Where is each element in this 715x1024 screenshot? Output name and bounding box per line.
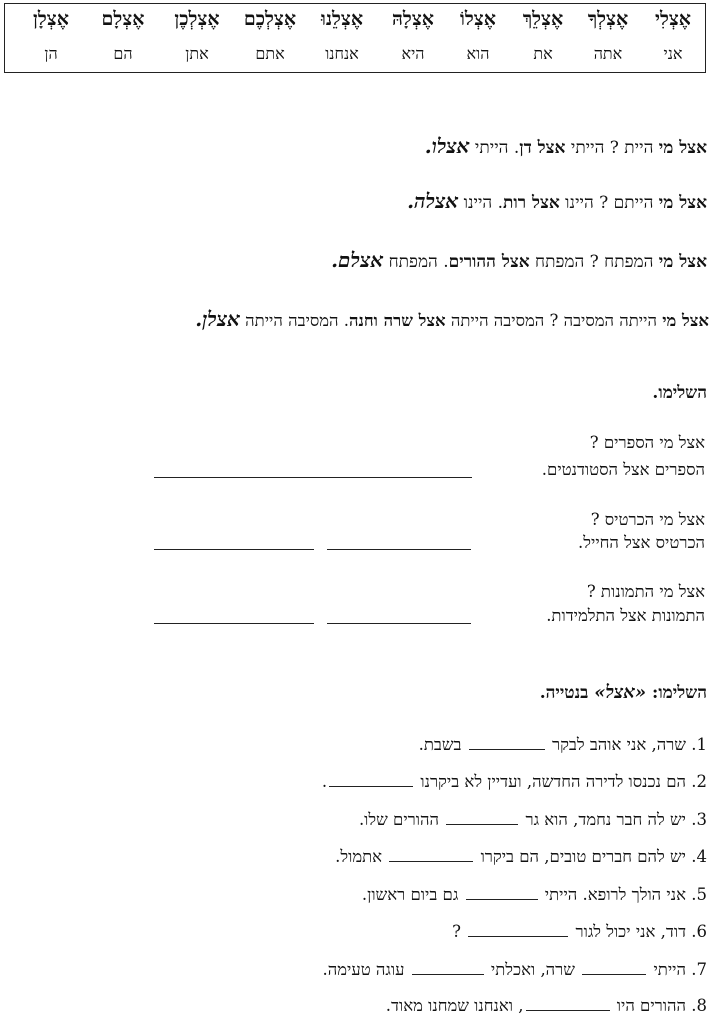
pronoun-label: הוא xyxy=(466,44,490,63)
example-line xyxy=(331,248,707,273)
exercise-sentence xyxy=(419,735,707,755)
answer-text: הכרטיס אצל החייל. xyxy=(578,533,705,552)
sentence-part: גם ביום ראשון. xyxy=(361,885,464,904)
answer-blank[interactable] xyxy=(154,477,472,478)
sentence-number: 4. xyxy=(691,847,707,866)
example-text: . המסיבה הייתה xyxy=(239,311,350,330)
pronoun-label: היא xyxy=(401,44,425,63)
example-text: היית ? הייתי xyxy=(565,138,659,158)
handwritten-form: אצלם. xyxy=(331,248,384,272)
sentence-part: ? xyxy=(452,922,467,941)
handwritten-form: אצלה. xyxy=(407,189,459,213)
sentence-number: 8. xyxy=(691,996,707,1015)
section-heading: השלימו. xyxy=(652,383,707,403)
declension-form: אֶצְלָם xyxy=(101,8,145,30)
handwritten-form: אצלו. xyxy=(424,134,470,158)
fill-blank[interactable] xyxy=(468,922,568,937)
fill-blank[interactable] xyxy=(446,810,518,825)
sentence-part: אני הולך לרופא. הייתי xyxy=(539,885,686,904)
example-text: . היינו xyxy=(458,193,504,213)
example-bold: אצל ההורים xyxy=(448,252,530,272)
handwritten-form: אצלן. xyxy=(195,307,240,331)
example-text: המפתח ? המפתח xyxy=(529,252,659,272)
declension-form: אֶצְלְכֶן xyxy=(174,8,220,30)
declension-form: אֶצְלוֹ xyxy=(460,8,496,30)
declension-form: אֶצְלֵנוּ xyxy=(320,8,364,30)
example-bold: אצל רות xyxy=(503,193,560,213)
declension-form: אֶצְלָן xyxy=(33,8,69,30)
exercise-sentence xyxy=(335,847,707,867)
fill-blank[interactable] xyxy=(466,885,538,900)
fill-blank[interactable] xyxy=(582,960,646,975)
sentence-part: דוד, אני יכול לגור xyxy=(570,922,686,941)
example-bold: אצל שרה וחנה xyxy=(349,311,446,330)
fill-blank[interactable] xyxy=(389,847,473,862)
sentence-part: ההורים היו xyxy=(611,996,686,1015)
pronoun-label: אתם xyxy=(255,44,285,63)
sentence-number: 6. xyxy=(691,922,707,941)
heading-suffix: בנטייה. xyxy=(539,683,595,703)
fill-blank[interactable] xyxy=(469,735,545,750)
exercise-sentence xyxy=(322,772,707,792)
answer-blank[interactable] xyxy=(154,549,314,550)
answer-text: התמונות אצל התלמידות. xyxy=(546,606,705,625)
example-prefix: אצל מי xyxy=(658,252,707,272)
sentence-part: שרה, ואכלתי xyxy=(485,960,581,979)
conjugation-table xyxy=(4,3,706,73)
exercise-sentence xyxy=(359,810,707,830)
pronoun-label: אני xyxy=(663,44,683,63)
example-bold: אצל דן xyxy=(519,138,566,158)
sentence-part: בשבת. xyxy=(418,735,467,754)
example-prefix: אצל מי xyxy=(658,138,707,158)
fill-blank[interactable] xyxy=(412,960,484,975)
exercise-sentence xyxy=(362,885,707,905)
example-line xyxy=(195,307,709,332)
example-line xyxy=(407,189,707,214)
example-text: . הייתי xyxy=(469,138,520,158)
sentence-part: הייתי xyxy=(648,960,686,979)
sentence-part: שרה, אני אוהב לבקר xyxy=(546,735,686,754)
sentence-number: 2. xyxy=(691,772,707,791)
sentence-part: יש לה חבר נחמד, הוא גר xyxy=(520,810,686,829)
heading-word: «אצל» xyxy=(594,682,647,703)
fill-blank[interactable] xyxy=(329,772,413,787)
declension-form: אֶצְלֵךְ xyxy=(522,8,564,30)
sentence-part: . xyxy=(321,772,328,791)
pronoun-label: הן xyxy=(44,44,58,63)
example-text: הייתה המסיבה ? המסיבה הייתה xyxy=(445,311,663,330)
sentence-number: 3. xyxy=(691,810,707,829)
exercise-sentence xyxy=(323,960,707,980)
fill-blank[interactable] xyxy=(526,996,610,1011)
sentence-part: עוגה טעימה. xyxy=(322,960,410,979)
heading-prefix: השלימו: xyxy=(646,683,707,703)
exercise-sentence xyxy=(452,922,707,942)
exercise-sentence xyxy=(386,996,707,1016)
sentence-number: 7. xyxy=(691,960,707,979)
question-text: אצל מי התמונות ? xyxy=(586,582,705,601)
question-text: אצל מי הכרטיס ? xyxy=(590,510,705,529)
example-line xyxy=(425,134,707,159)
pronoun-label: הם xyxy=(113,44,133,63)
example-text: . המפתח xyxy=(383,252,449,272)
declension-form: אֶצְלָהּ xyxy=(392,8,434,30)
pronoun-label: אתן xyxy=(185,44,209,63)
declension-form: אֶצְלְךָ xyxy=(587,8,629,30)
question-text: אצל מי הספרים ? xyxy=(589,433,705,452)
pronoun-label: אתה xyxy=(593,44,623,63)
pronoun-label: אנחנו xyxy=(325,44,359,63)
sentence-number: 5. xyxy=(691,885,707,904)
declension-form: אֶצְלִי xyxy=(654,8,692,30)
example-prefix: אצל מי xyxy=(662,311,709,330)
example-prefix: אצל מי xyxy=(658,193,707,213)
sentence-number: 1. xyxy=(691,735,707,754)
sentence-part: הם נכנסו לדירה החדשה, ועדיין לא ביקרנו xyxy=(415,772,686,791)
pronoun-label: את xyxy=(533,44,553,63)
answer-blank[interactable] xyxy=(154,623,314,624)
declension-form: אֶצְלְכֶם xyxy=(243,8,297,30)
answer-blank[interactable] xyxy=(327,623,471,624)
sentence-part: ההורים שלו. xyxy=(358,810,445,829)
section-heading xyxy=(540,682,707,703)
sentence-part: , ואנחנו שמחנו מאוד. xyxy=(385,996,524,1015)
sentence-part: יש להם חברים טובים, הם ביקרו xyxy=(475,847,686,866)
example-text: הייתם ? היינו xyxy=(559,193,659,213)
sentence-part: אתמול. xyxy=(335,847,388,866)
answer-text: הספרים אצל הסטודנטים. xyxy=(541,460,705,479)
answer-blank[interactable] xyxy=(327,549,471,550)
